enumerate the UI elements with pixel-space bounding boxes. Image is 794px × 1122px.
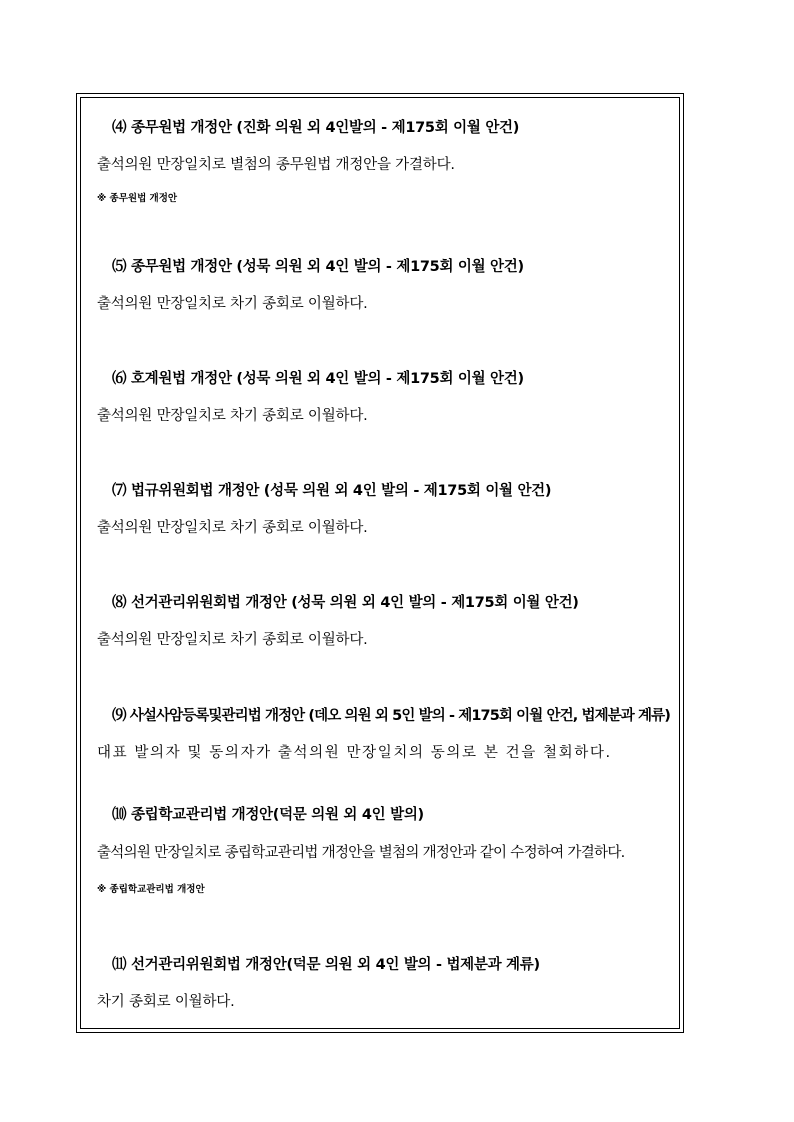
- item-8-title: ⑻ 선거관리위원회법 개정안 (성묵 의원 외 4인 발의 - 제175회 이월 안건): [112, 595, 579, 611]
- item-8-result: 출석의원 만장일치로 차기 종회로 이월하다.: [97, 632, 368, 648]
- item-7-result: 출석의원 만장일치로 차기 종회로 이월하다.: [97, 520, 368, 536]
- item-11-result: 차기 종회로 이월하다.: [97, 994, 235, 1010]
- item-4-attachment-note: ※ 종무원법 개정안: [97, 193, 178, 204]
- item-10-attachment-note: ※ 종립학교관리법 개정안: [97, 884, 205, 895]
- item-6-result: 출석의원 만장일치로 차기 종회로 이월하다.: [97, 408, 368, 424]
- item-6-title: ⑹ 호계원법 개정안 (성묵 의원 외 4인 발의 - 제175회 이월 안건): [112, 371, 524, 387]
- item-9-result: 대표 발의자 및 동의자가 출석의원 만장일치의 동의로 본 건을 철회하다.: [97, 745, 612, 761]
- item-7-title: ⑺ 법규위원회법 개정안 (성묵 의원 외 4인 발의 - 제175회 이월 안건): [112, 483, 552, 499]
- item-4-result: 출석의원 만장일치로 별첨의 종무원법 개정안을 가결하다.: [97, 157, 455, 173]
- item-9-title: ⑼ 사설사암등록및관리법 개정안 (데오 의원 외 5인 발의 - 제175회 이월 안건, 법제분과 계류): [112, 708, 670, 724]
- item-5-title: ⑸ 종무원법 개정안 (성묵 의원 외 4인 발의 - 제175회 이월 안건): [112, 259, 524, 275]
- item-10-title: ⑽ 종립학교관리법 개정안(덕문 의원 외 4인 발의): [112, 807, 424, 823]
- item-11-title: ⑾ 선거관리위원회법 개정안(덕문 의원 외 4인 발의 - 법제분과 계류): [112, 957, 540, 973]
- item-10-result: 출석의원 만장일치로 종립학교관리법 개정안을 별첨의 개정안과 같이 수정하여 가결하다.: [97, 845, 625, 861]
- item-5-result: 출석의원 만장일치로 차기 종회로 이월하다.: [97, 296, 368, 312]
- item-4-title: ⑷ 종무원법 개정안 (진화 의원 외 4인발의 - 제175회 이월 안건): [112, 120, 520, 136]
